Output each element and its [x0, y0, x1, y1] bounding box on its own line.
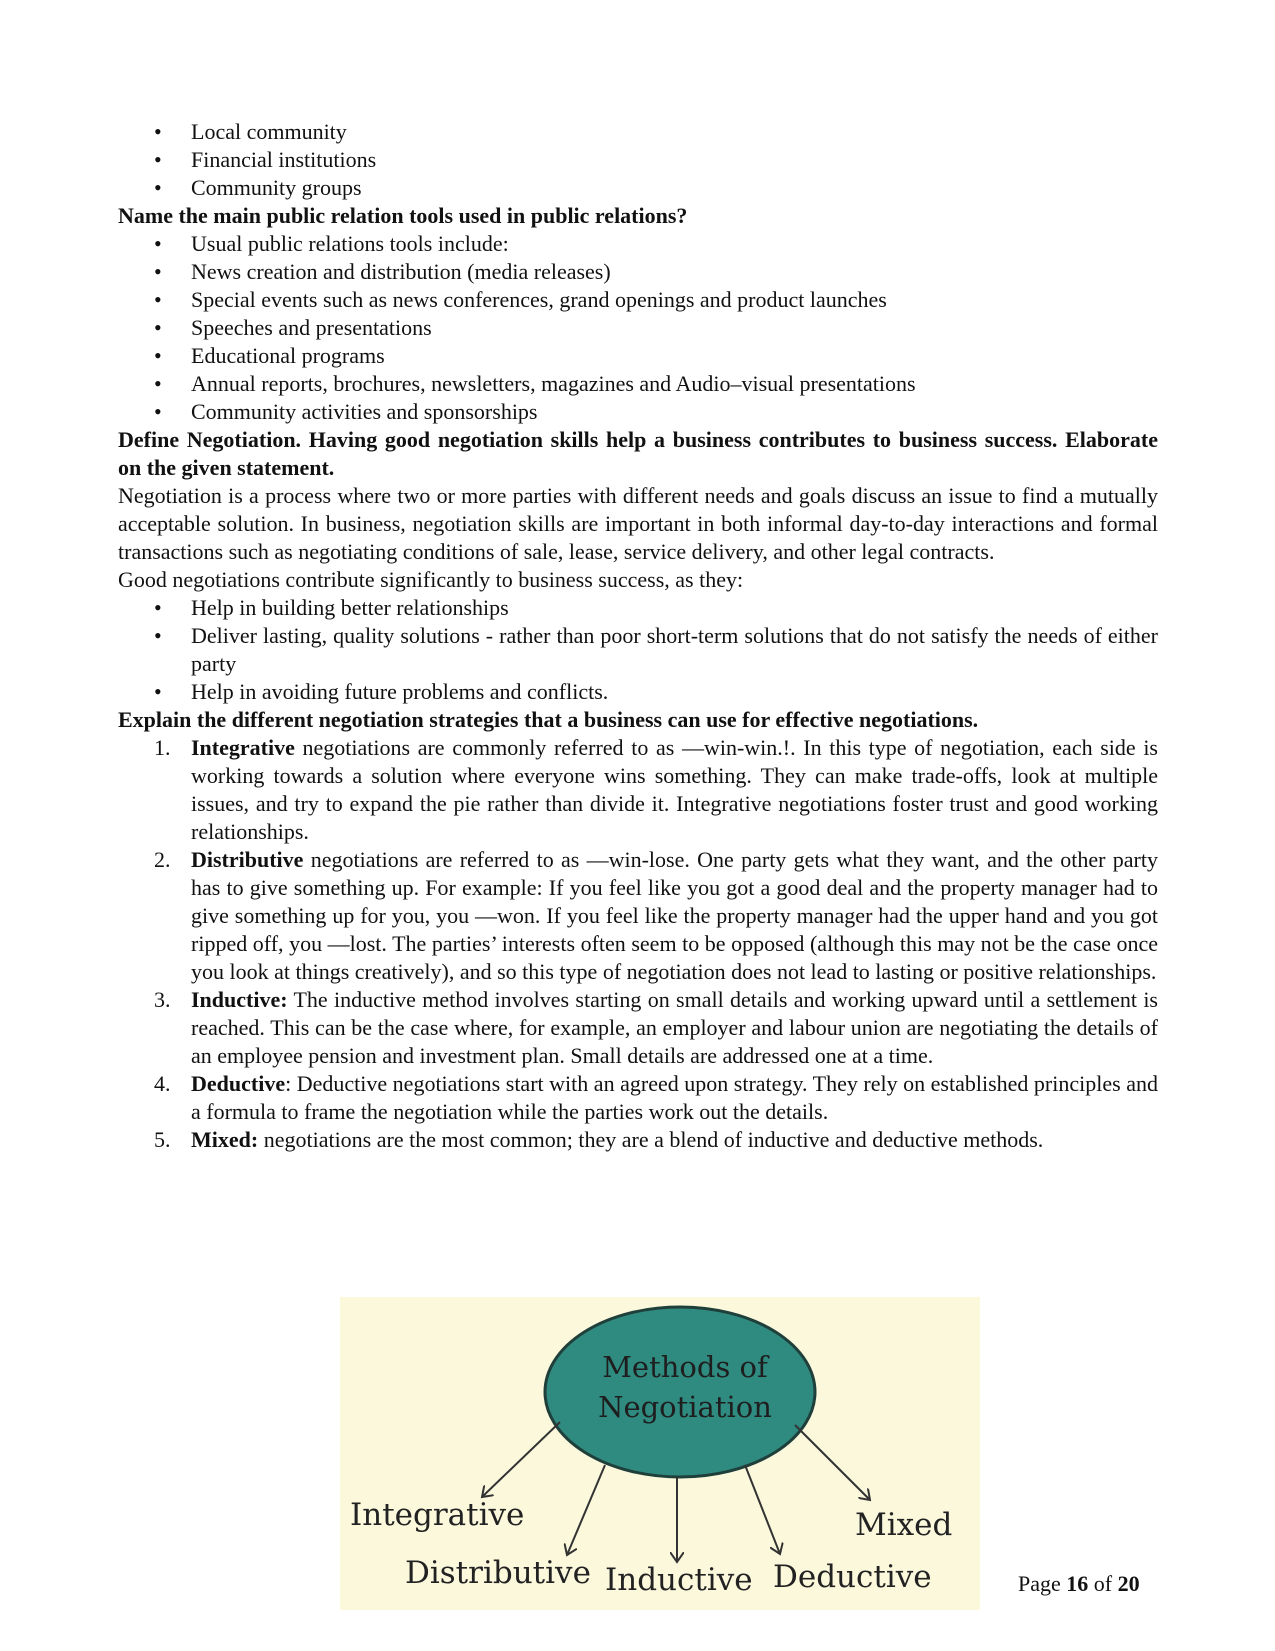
list-item: • Speeches and presentations [118, 314, 1158, 342]
strategy-item: 2. Distributive negotiations are referred to as ―win-lose. One party gets what they want, and the other party has to give something up. For example: If you feel like you got a good deal and the property manager had to give something up for you, you ―won. If you feel like the property manager had the upper hand and you got ripped off, you ―lost. The parties’ interests often seem to be opposed (although this may not be the case once you look at things creatively), and so this type of negotiation does not lead to lasting or positive relationships. [154, 847, 1158, 984]
stakeholder-list [118, 118, 1158, 202]
strategy-term: Distributive [191, 847, 304, 872]
document-page [118, 118, 1158, 1154]
strategy-item: 1. Integrative negotiations are commonly referred to as ―win-win.!. In this type of negotiation, each side is working towards a solution where everyone wins something. They can make trade-offs, look at multiple issues, and try to expand the pie rather than divide it. Integrative negotiations foster trust and good working relationships. [154, 735, 1158, 844]
pr-tools-list [118, 230, 1158, 426]
strategy-text: The inductive method involves starting on small details and working upward until a settlement is reached. This can be the case where, for example, an employer and labour union are negotiating the details of an employee pension and investment plan. Small details are addressed one at a time. [191, 987, 1158, 1068]
strategy-term: Inductive: [191, 987, 288, 1012]
list-item: • Help in avoiding future problems and conflicts. [118, 678, 1158, 706]
list-item: • Community groups [118, 174, 1158, 202]
strategy-term: Mixed: [191, 1127, 259, 1152]
strategy-text: negotiations are commonly referred to as ―win-win.!. In this type of negotiation, each side is working towards a solution where everyone wins something. They can make trade-offs, look at multiple issues, and try to expand the pie rather than divide it. Integrative negotiations foster trust and good working relationships. [191, 735, 1158, 844]
list-item: • Annual reports, brochures, newsletters, magazines and Audio–visual presentations [118, 370, 1158, 398]
paragraph: Negotiation is a process where two or more parties with different needs and goals discuss an issue to find a mutually acceptable solution. In business, negotiation skills are important in both informal day-to-day interactions and formal transactions such as negotiating conditions of sale, lease, service delivery, and other legal contracts. [118, 483, 1158, 564]
negotiation-methods-diagram [340, 1297, 980, 1610]
benefits-list [118, 594, 1158, 706]
list-item: • Deliver lasting, quality solutions - rather than poor short-term solutions that do not satisfy the needs of either party [118, 622, 1158, 678]
label-deductive: Deductive [773, 1559, 932, 1595]
strategy-item: 5. Mixed: negotiations are the most common; they are a blend of inductive and deductive methods. [154, 1127, 1044, 1152]
strategies-list [118, 734, 1158, 1154]
list-item: • News creation and distribution (media releases) [118, 258, 1158, 286]
strategy-text: negotiations are referred to as ―win-lose. One party gets what they want, and the other party has to give something up. For example: If you feel like you got a good deal and the property manager had to give something up for you, you ―won. If you feel like the property manager had the upper hand and you got ripped off, you ―lost. The parties’ interests often seem to be opposed (although this may not be the case once you look at things creatively), and so this type of negotiation does not lead to lasting or positive relationships. [191, 847, 1158, 984]
strategy-item: 3. Inductive: The inductive method involves starting on small details and working upward until a settlement is reached. This can be the case where, for example, an employer and labour union are negotiating the details of an employee pension and investment plan. Small details are addressed one at a time. [154, 987, 1158, 1068]
strategy-term: Deductive [191, 1071, 286, 1096]
strategy-text: : Deductive negotiations start with an agreed upon strategy. They rely on established principles and a formula to frame the negotiation while the parties work out the details. [191, 1071, 1158, 1124]
label-inductive: Inductive [605, 1562, 753, 1598]
question-heading: Explain the different negotiation strategies that a business can use for effective negotiations. [118, 707, 979, 732]
list-item: • Special events such as news conferences, grand openings and product launches [118, 286, 1158, 314]
question-heading: Define Negotiation. Having good negotiation skills help a business contributes to business success. Elaborate on the given statement. [118, 427, 1158, 480]
arrow-distributive [567, 1465, 605, 1555]
list-item: • Local community [118, 118, 1158, 146]
arrow-mixed [795, 1425, 870, 1500]
center-label: Methods of Negotiation [598, 1350, 772, 1424]
list-item: • Financial institutions [118, 146, 1158, 174]
label-distributive: Distributive [405, 1555, 591, 1591]
list-item: • Usual public relations tools include: [118, 230, 1158, 258]
list-item: • Community activities and sponsorships [118, 398, 1158, 426]
arrow-integrative [482, 1422, 560, 1497]
list-item: • Educational programs [118, 342, 1158, 370]
arrow-deductive [745, 1465, 780, 1554]
page-number: Page 16 of 20 [1018, 1571, 1140, 1596]
strategy-item: 4. Deductive: Deductive negotiations start with an agreed upon strategy. They rely on established principles and a formula to frame the negotiation while the parties work out the details. [154, 1071, 1158, 1124]
strategy-term: Integrative [191, 735, 295, 760]
list-item: • Help in building better relationships [118, 594, 1158, 622]
question-heading: Name the main public relation tools used in public relations? [118, 203, 688, 228]
strategy-text: negotiations are the most common; they are a blend of inductive and deductive methods. [258, 1127, 1044, 1152]
label-integrative: Integrative [350, 1497, 525, 1533]
paragraph: Good negotiations contribute significantly to business success, as they: [118, 567, 744, 592]
label-mixed: Mixed [855, 1507, 953, 1543]
